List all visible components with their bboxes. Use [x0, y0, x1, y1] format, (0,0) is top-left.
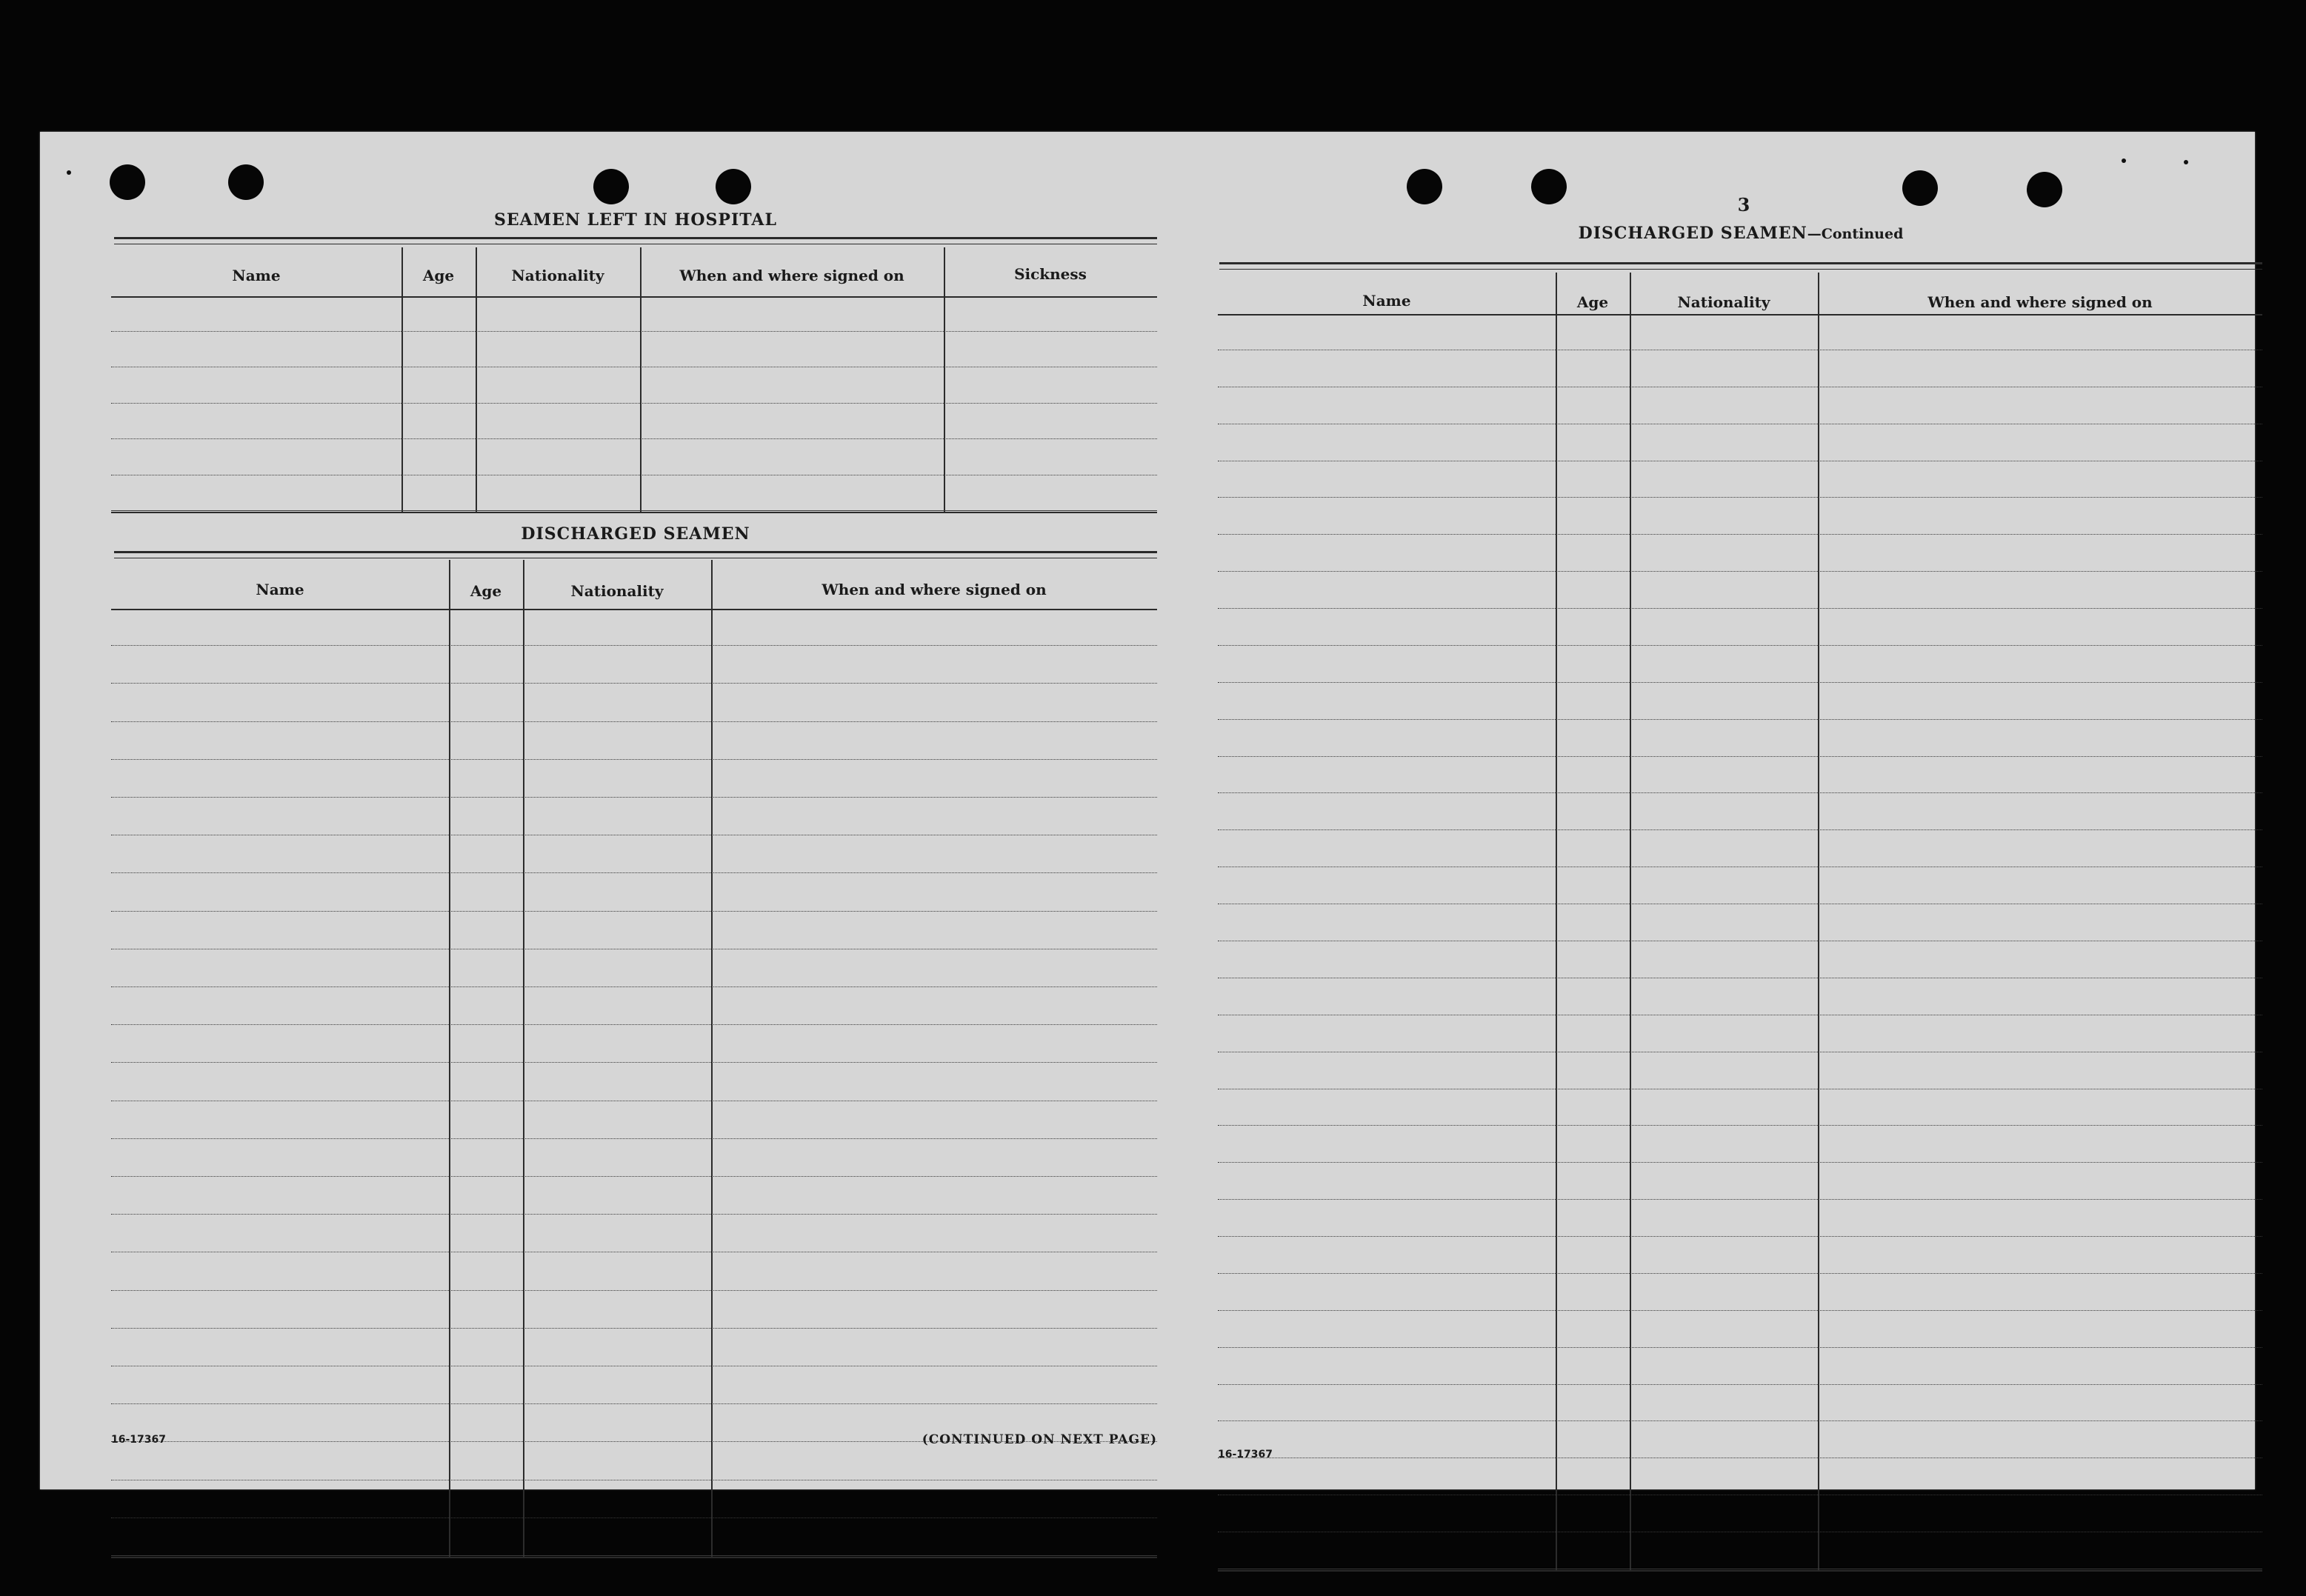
table-row — [1218, 497, 2262, 498]
table-row — [111, 911, 1157, 912]
discharged-table-left — [111, 560, 1157, 1558]
column-divider — [401, 247, 403, 512]
hospital-section-title: SEAMEN LEFT IN HOSPITAL — [494, 210, 777, 230]
table-row — [111, 1062, 1157, 1063]
table-row — [111, 683, 1157, 684]
binder-hole — [1902, 170, 1938, 206]
ink-speck — [67, 170, 71, 175]
hospital-title-rule — [114, 237, 1157, 244]
column-header-age: Age — [470, 582, 502, 600]
header-underline — [111, 296, 1157, 298]
table-row — [1218, 1347, 2262, 1348]
column-header-signed-on: When and where signed on — [1927, 293, 2153, 311]
binder-hole — [1407, 169, 1442, 204]
table-row — [1218, 1273, 2262, 1274]
column-header-name: Name — [1362, 292, 1411, 310]
table-row — [1218, 1162, 2262, 1163]
table-row — [111, 438, 1157, 439]
column-divider — [1818, 273, 1819, 1570]
binder-hole — [716, 169, 751, 204]
continued-suffix: —Continued — [1807, 226, 1904, 242]
table-row — [111, 1555, 1157, 1556]
table-row — [111, 1138, 1157, 1139]
form-number-right: 16-17367 — [1218, 1449, 1273, 1460]
continued-note: (CONTINUED ON NEXT PAGE) — [922, 1432, 1157, 1447]
binder-hole — [2027, 172, 2062, 207]
binder-hole — [593, 169, 629, 204]
table-row — [111, 510, 1157, 511]
header-underline — [1218, 314, 2262, 315]
table-row — [1218, 534, 2262, 535]
table-row — [1218, 719, 2262, 720]
header-underline — [111, 609, 1157, 610]
hospital-table — [111, 247, 1157, 513]
table-row — [111, 1214, 1157, 1215]
column-divider — [1630, 273, 1631, 1570]
discharged-table-right — [1218, 273, 2262, 1572]
table-row — [1218, 608, 2262, 609]
column-header-name: Name — [256, 581, 304, 598]
table-row — [1218, 682, 2262, 683]
ledger-sheet — [40, 132, 2255, 1489]
column-divider — [523, 560, 524, 1557]
table-row — [111, 759, 1157, 760]
discharged-section-title: DISCHARGED SEAMEN — [521, 524, 750, 544]
table-row — [111, 872, 1157, 873]
discharged-continued-rule — [1219, 262, 2262, 270]
table-row — [1218, 1236, 2262, 1237]
column-header-nationality: Nationality — [1677, 293, 1770, 311]
table-row — [111, 1176, 1157, 1177]
column-header-name: Name — [232, 267, 281, 284]
table-row — [111, 1403, 1157, 1404]
table-row — [111, 1517, 1157, 1518]
table-row — [111, 797, 1157, 798]
column-divider — [711, 560, 713, 1557]
binder-hole — [110, 164, 145, 200]
table-row — [111, 331, 1157, 332]
column-header-age: Age — [422, 267, 455, 284]
binder-hole — [228, 164, 264, 200]
discharged-continued-title-main: DISCHARGED SEAMEN — [1578, 224, 1807, 243]
column-divider — [1556, 273, 1557, 1570]
page-number: 3 — [1737, 194, 1750, 216]
column-header-sickness: Sickness — [1014, 265, 1087, 283]
table-row — [111, 1024, 1157, 1025]
table-row — [1218, 1310, 2262, 1311]
discharged-continued-title — [1222, 224, 2259, 243]
column-header-signed-on: When and where signed on — [679, 267, 904, 284]
column-header-nationality: Nationality — [570, 582, 664, 600]
table-row — [111, 403, 1157, 404]
table-row — [111, 986, 1157, 987]
ink-speck — [2184, 160, 2188, 164]
table-row — [111, 645, 1157, 646]
column-header-age: Age — [1576, 293, 1609, 311]
table-row — [1218, 1125, 2262, 1126]
table-row — [1218, 756, 2262, 757]
table-row — [1218, 829, 2262, 830]
ink-speck — [2122, 158, 2126, 163]
form-number-left: 16-17367 — [111, 1434, 166, 1446]
table-row — [1218, 792, 2262, 793]
table-row — [1218, 645, 2262, 646]
table-row — [111, 1290, 1157, 1291]
table-row — [1218, 571, 2262, 572]
column-divider — [640, 247, 642, 512]
column-divider — [449, 560, 450, 1557]
table-row — [1218, 1199, 2262, 1200]
column-divider — [944, 247, 945, 512]
table-row — [1218, 1384, 2262, 1385]
discharged-title-rule — [114, 551, 1157, 558]
table-row — [111, 1328, 1157, 1329]
column-header-nationality: Nationality — [511, 267, 604, 284]
column-divider — [476, 247, 477, 512]
table-row — [111, 721, 1157, 722]
table-row — [1218, 1420, 2262, 1421]
binder-hole — [1531, 169, 1567, 204]
column-header-signed-on: When and where signed on — [822, 581, 1047, 598]
